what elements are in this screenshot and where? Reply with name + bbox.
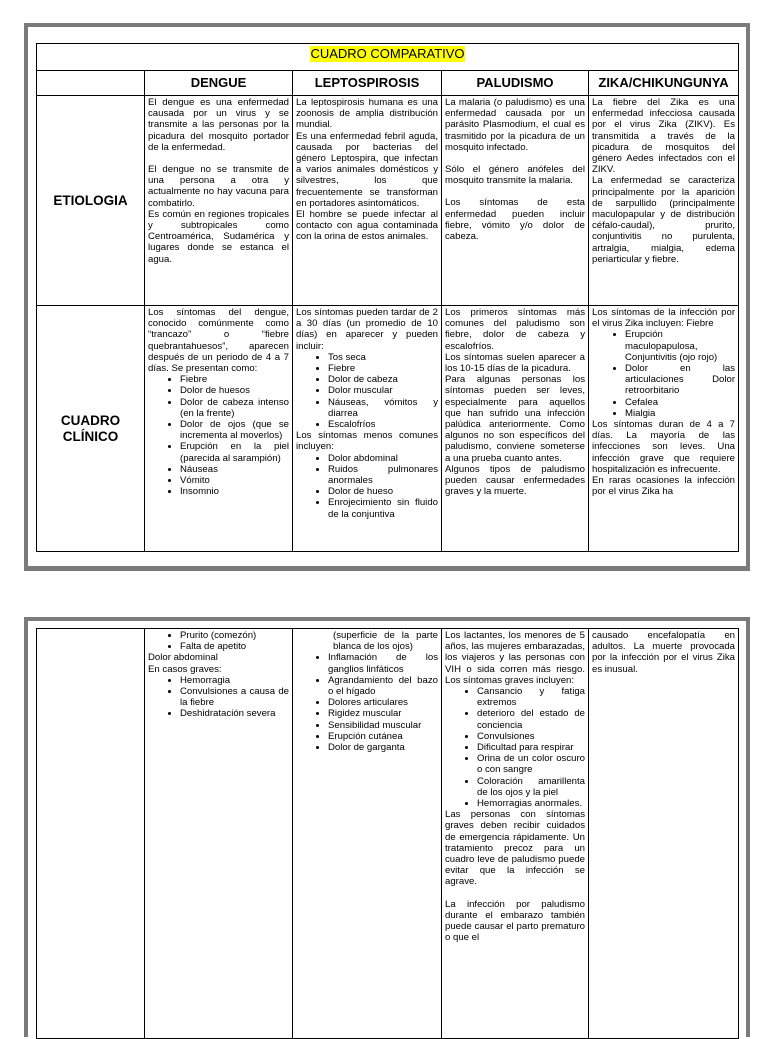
- cell-etiologia-paludismo: [442, 96, 589, 306]
- cuadro-lepto-intro: Los síntomas pueden tardar de 2 a 30 días (un promedio de 10 días) en aparecer y pueden incluir:: [296, 307, 438, 352]
- cuadro-zika-p2: Los síntomas duran de 4 a 7 días. La mayoría de las infecciones son leves. Una infección grave que requiere hospitalización es infrecuente.: [592, 419, 736, 475]
- cuadro-zika-intro: Los síntomas de la infección por el virus Zika incluyen: Fiebre: [592, 307, 736, 330]
- list-item: • Dolor de garganta: [328, 742, 438, 753]
- etiologia-lepto-p1: La leptospirosis humana es una zoonosis de amplia distribución mundial.: [296, 97, 438, 131]
- cont-dengue-after2: En casos graves:: [148, 663, 222, 675]
- table-row-etiologia: [37, 96, 739, 306]
- list-item: • Agrandamiento del bazo o el hígado: [328, 675, 438, 697]
- list-item: • Náuseas: [180, 464, 289, 475]
- list-item: • Fiebre: [180, 374, 289, 385]
- cuadro-paludismo-p4: Algunos tipos de paludismo pueden causar enfermedades graves y la muerte.: [445, 463, 585, 498]
- cont-paludismo-p6: Las personas con síntomas graves deben recibir cuidados de emergencia rápidamente. Un tratamiento precoz para un cuadro leve de paludismo puede evitar que la infección se agrave.: [445, 809, 585, 888]
- list-item: • Dolor de cabeza intenso (en la frente): [180, 397, 289, 419]
- cell-cuadro-zika: [589, 306, 739, 552]
- etiologia-lepto-p3: El hombre se puede infectar al contacto con agua contaminada con la orina de estos animales.: [296, 209, 438, 243]
- list-item: • Erupción en la piel (parecida al sarampión): [180, 441, 289, 463]
- list-item: • Dificultad para respirar: [477, 742, 585, 753]
- cell-cont-leptospirosis: [293, 629, 442, 1039]
- list-item: • Erupción maculopapulosa, Conjuntivitis (ojo rojo): [625, 329, 735, 363]
- list-item: • Enrojecimiento sin fluido de la conjuntiva: [328, 497, 438, 519]
- list-item: • Dolor de ojos (que se incrementa al moverlos): [180, 419, 289, 441]
- etiologia-dengue-p3: Es común en regiones tropicales y subtropicales como Centroamérica, Sudamérica y lugares donde se estanca el agua.: [148, 208, 289, 265]
- list-item: • deterioro del estado de conciencia: [477, 708, 585, 730]
- cont-paludismo-p5: Los lactantes, los menores de 5 años, las mujeres embarazadas, los viajeros y las personas con VIH o sida corren más riesgo. Los síntomas graves incluyen:: [445, 630, 585, 686]
- cuadro-lepto-mid: Los síntomas menos comunes incluyen:: [296, 430, 438, 453]
- etiologia-lepto-p2: Es una enfermedad febril aguda, causada por bacterias del género Leptospira, que infectan a varios animales domésticos y silvestres, los que frecuentemente se transforman en portadores asintomáticos.: [296, 130, 438, 209]
- list-item: • Cefalea: [625, 397, 735, 408]
- table-title-cell: [37, 44, 739, 71]
- list-item: • Dolor abdominal: [328, 453, 438, 464]
- cell-cont-label: [37, 629, 145, 1039]
- cell-cont-dengue: [145, 629, 293, 1039]
- list-item: • Dolor muscular: [328, 385, 438, 396]
- etiologia-zika-p2: La enfermedad se caracteriza principalmente por la aparición de sarpullido (principalmente maculopapular y de distribución céfalo-caudal), prurito, conjuntivitis no purulenta, artralgia, mialgia, edema periarticular y fiebre.: [592, 175, 736, 265]
- list-item: • Orina de un color oscuro o con sangre: [477, 753, 585, 775]
- list-item: • Dolor de cabeza: [328, 374, 438, 385]
- list-item: • Ruidos pulmonares anormales: [328, 464, 438, 486]
- list-item: • Dolor en las articulaciones Dolor retroorbitario: [625, 363, 735, 397]
- cell-cont-zika: [589, 629, 739, 1039]
- etiologia-zika-p1: La fiebre del Zika es una enfermedad infecciosa causada por el virus Zika (ZIKV). Es transmitida a través de la picadura de mosquitos del género Aedes infectados con el ZIKV.: [592, 97, 736, 176]
- list-item: • Dolor de hueso: [328, 486, 438, 497]
- list-item: • Insomnio: [180, 486, 289, 497]
- table-row-cuadro-clinico-cont: [37, 629, 739, 1039]
- document-page-1: [24, 23, 750, 571]
- list-item: • Fiebre: [328, 363, 438, 374]
- header-paludismo: PALUDISMO: [442, 71, 589, 96]
- list-item: • Coloración amarillenta de los ojos y la piel: [477, 776, 585, 798]
- list-item: • Náuseas, vómitos y diarrea: [328, 397, 438, 419]
- cont-zika-text: causado encefalopatía en adultos. La muerte provocada por la infección por el virus Zika es inusual.: [592, 630, 735, 675]
- cont-dengue-grave-list: [148, 675, 289, 720]
- list-item: • Vómito: [180, 475, 289, 486]
- list-item: • Cansancio y fatiga extremos: [477, 686, 585, 708]
- table-title: CUADRO COMPARATIVO: [310, 46, 465, 61]
- list-item: • Convulsiones: [477, 731, 585, 742]
- cuadro-dengue-intro: Los síntomas del dengue, conocido comúnmente como “trancazo” o “fiebre quebrantahuesos”, aparecen después de un periodo de 4 a 7 días. Se presentan como:: [148, 307, 289, 375]
- cuadro-zika-p3: En raras ocasiones la infección por el virus Zika ha: [592, 475, 736, 498]
- header-row: [37, 71, 739, 96]
- cell-cuadro-paludismo: [442, 306, 589, 552]
- list-item: • Erupción cutánea: [328, 731, 438, 742]
- header-zika: ZIKA/CHIKUNGUNYA: [589, 71, 739, 96]
- cuadro-paludismo-p1: Los primeros síntomas más comunes del paludismo son fiebre, dolor de cabeza y escalofríos.: [445, 307, 585, 352]
- cuadro-paludismo-p3: Para algunas personas los síntomas pueden ser leves, especialmente para aquellos que han sufrido una infección palúdica anteriormente. Como algunos no son específicos del paludismo, conviene someterse a una prueba cuanto antes.: [445, 374, 585, 464]
- list-item: • Deshidratación severa: [180, 708, 289, 719]
- etiologia-dengue-p2: El dengue no se transmite de una persona a otra y actualmente no hay vacuna para combatirlo.: [148, 164, 289, 209]
- cell-etiologia-zika: [589, 96, 739, 306]
- table-row-cuadro-clinico: [37, 306, 739, 552]
- cont-paludismo-list: [445, 686, 585, 809]
- list-item: • Prurito (comezón): [180, 630, 289, 641]
- list-item: • Inflamación de los ganglios linfáticos: [328, 652, 438, 674]
- header-empty: [37, 71, 145, 96]
- cont-dengue-list: [148, 630, 289, 652]
- header-leptospirosis: LEPTOSPIROSIS: [293, 71, 442, 96]
- list-item: • Hemorragias anormales.: [477, 798, 585, 809]
- cont-dengue-after1: Dolor abdominal: [148, 652, 218, 664]
- cont-lepto-list: [296, 652, 438, 753]
- list-item: • Hemorragia: [180, 675, 289, 686]
- cell-cont-paludismo: [442, 629, 589, 1039]
- list-item: • Falta de apetito: [180, 641, 289, 652]
- row-label-cuadro-clinico: CUADRO CLÍNICO: [37, 306, 145, 552]
- list-item: • Dolor de huesos: [180, 385, 289, 396]
- list-item: • Dolores articulares: [328, 697, 438, 708]
- list-item: • Convulsiones a causa de la fiebre: [180, 686, 289, 708]
- etiologia-paludismo-p2: Sólo el género anófeles del mosquito transmite la malaria.: [445, 164, 585, 187]
- cuadro-lepto-list: [296, 352, 438, 430]
- cuadro-zika-list: [592, 329, 735, 419]
- cuadro-dengue-list: [148, 374, 289, 497]
- cuadro-paludismo-p2: Los síntomas suelen aparecer a los 10-15 días de la picadura.: [445, 351, 585, 375]
- row-label-etiologia: ETIOLOGIA: [37, 96, 145, 306]
- cuadro-lepto-list-2: [296, 453, 438, 520]
- cell-etiologia-leptospirosis: [293, 96, 442, 306]
- etiologia-paludismo-p3: Los síntomas de esta enfermedad pueden incluir fiebre, vómito y/o dolor de cabeza.: [445, 197, 585, 243]
- list-item: • Sensibilidad muscular: [328, 720, 438, 731]
- header-dengue: DENGUE: [145, 71, 293, 96]
- etiologia-dengue-p1: El dengue es una enfermedad causada por un virus y se transmite a las personas por la picadura del mosquito portador de la enfermedad.: [148, 97, 289, 153]
- list-item: • Rigidez muscular: [328, 708, 438, 719]
- cell-etiologia-dengue: [145, 96, 293, 306]
- cell-cuadro-dengue: [145, 306, 293, 552]
- comparison-table: [36, 43, 739, 552]
- list-item: • Mialgia: [625, 408, 735, 419]
- cont-lepto-text: (superficie de la parte blanca de los ojos): [333, 630, 438, 653]
- cell-cuadro-leptospirosis: [293, 306, 442, 552]
- list-item: • Escalofríos: [328, 419, 438, 430]
- document-page-2: [24, 617, 750, 1037]
- comparison-table-continued: [36, 628, 739, 1039]
- list-item: • Tos seca: [328, 352, 438, 363]
- cont-paludismo-p7: La infección por paludismo durante el embarazo también puede causar el parto prematuro o que el: [445, 898, 585, 944]
- etiologia-paludismo-p1: La malaria (o paludismo) es una enfermedad causada por un parásito Plasmodium, el cual es trasmitido por la picadura de un mosquito infectado.: [445, 97, 585, 153]
